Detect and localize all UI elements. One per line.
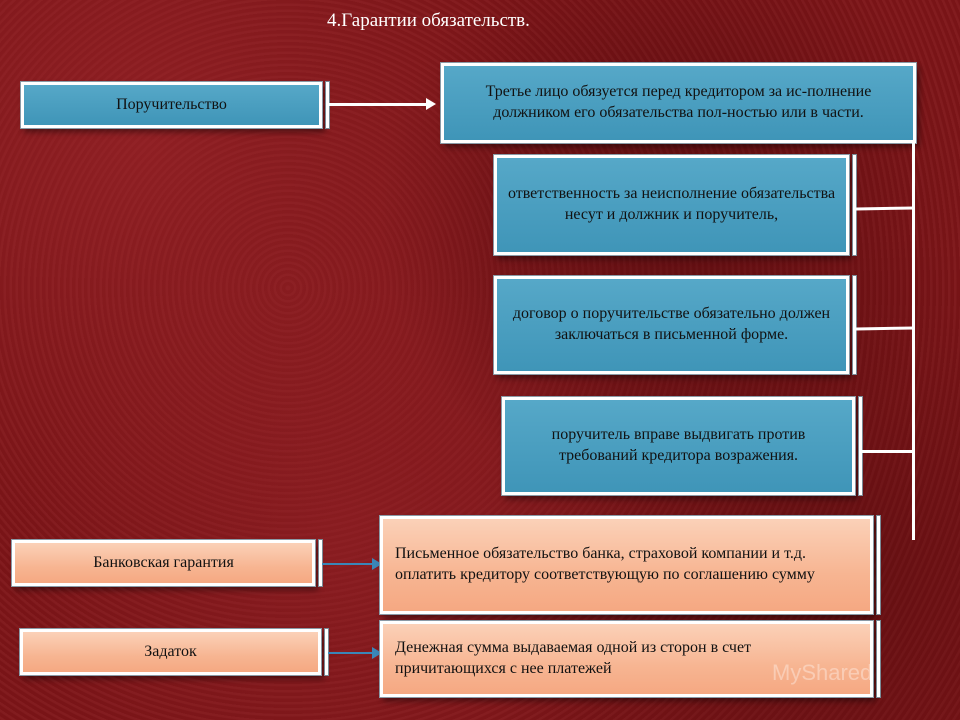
connector-line [328,652,373,654]
detail-box-3 [502,397,855,495]
connector-line [329,103,427,106]
detail-edge-bar-3 [859,397,862,495]
definition-box-poruchitelstvo [441,63,916,143]
term-label: Задаток [144,642,197,660]
detail-connector-2 [856,326,914,330]
detail-text-3: поручитель вправе выдвигать против требований кредитора возражения. [551,426,806,464]
definition-box-bank-guarantee [380,516,873,614]
watermark: MyShared [772,660,873,685]
detail-connector-3 [862,450,914,453]
term-box-zadatok [20,629,321,675]
detail-connector-1 [856,206,914,210]
term-label: Поручительство [116,95,227,113]
definition-text: Денежная сумма выдаваемая одной из сторон в счет причитающихся с нее платежей [395,639,752,677]
slide-title: 4.Гарантии обязательств. [327,10,530,31]
detail-text-1: ответственность за неисполнение обязательства несут и должник и поручитель, [507,185,836,223]
detail-edge-bar-1 [853,155,856,255]
detail-box-1 [494,155,849,255]
connector-line [322,563,373,565]
term-box-poruchitelstvo [21,82,322,128]
detail-text-2: договор о поручительстве обязательно должен заключаться в письменной форме. [512,305,831,343]
term-box-bank-guarantee [12,540,315,586]
definition-edge-bar [877,621,880,697]
term-label: Банковская гарантия [93,553,234,571]
detail-edge-bar-2 [853,276,856,374]
definition-text: Третье лицо обязуется перед кредитором за ис-полнение должником его обязательства пол-ностью или в части. [485,83,872,121]
detail-box-2 [494,276,849,374]
connector-arrowhead [426,98,436,110]
bracket-vertical-line [912,140,915,540]
definition-edge-bar [877,516,880,614]
definition-text: Письменное обязательство банка, страховой компании и т.д. оплатить кредитору соответствующую по соглашению сумму [395,545,815,583]
